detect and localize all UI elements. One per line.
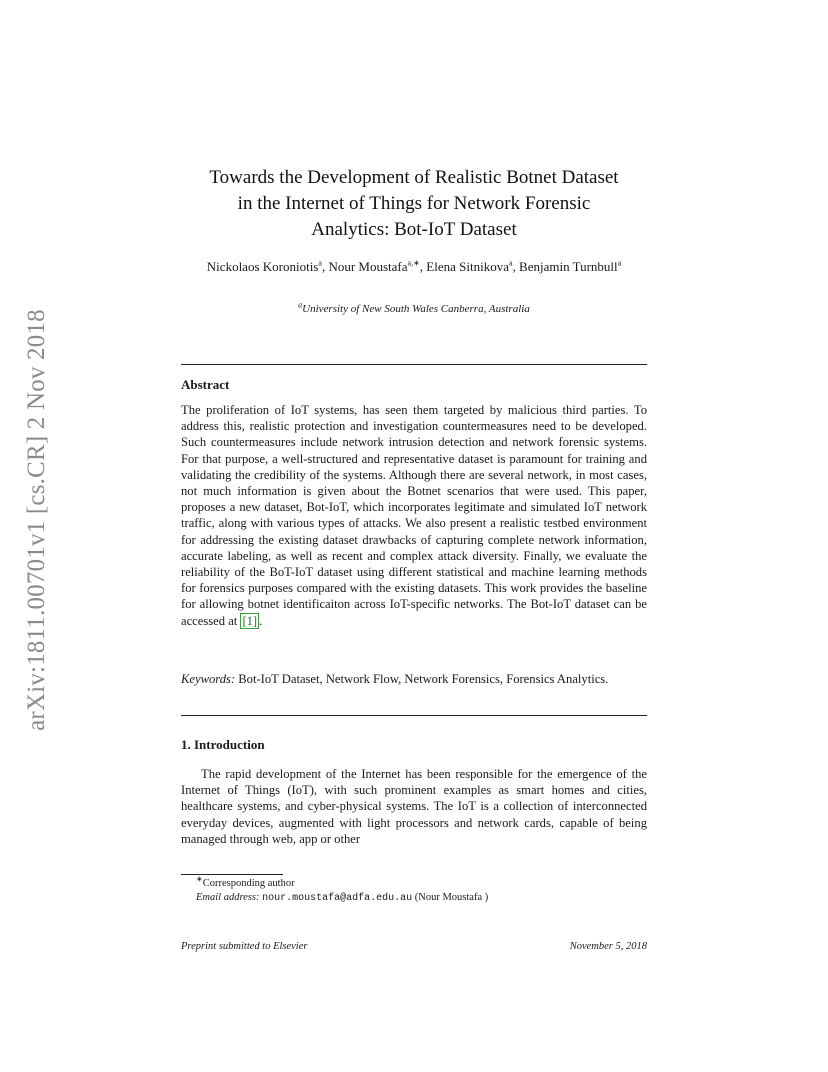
abstract-body [181, 402, 647, 629]
citation-link[interactable]: [1] [242, 613, 258, 628]
email-label: Email address: [196, 891, 260, 903]
abstract-text: The proliferation of IoT systems, has seen them targeted by malicious third parties. To address this, realistic protection and investigation countermeasures need to be developed. Such countermeasures include network intrusion detection and network forensic systems. For that purpose, a well-structured and representative dataset is paramount for training and validating the credibility of the systems. Although there are several network, in most cases, not much information is given about the Botnet scenarios that were used. This paper, proposes a new dataset, Bot-IoT, which incorporates legitimate and simulated IoT network traffic, along with various types of attacks. We also present a realistic testbed environment for addressing the existing dataset drawbacks of capturing complete network information, accurate labeling, as well as recent and complex attack diversity. Finally, we evaluate the reliability of the BoT-IoT dataset using different statistical and machine learning methods for forensics purposes compared with the existing datasets. This work provides the baseline for allowing botnet identificaiton across IoT-specific networks. The Bot-IoT dataset can be accessed at [181, 403, 647, 628]
author-name: Elena Sitnikova [426, 259, 509, 274]
abstract-heading: Abstract [181, 377, 230, 392]
footer-date: November 5, 2018 [569, 941, 647, 952]
footnote [196, 874, 646, 905]
author-affil-mark: a [617, 258, 622, 268]
email-owner: (Nour Moustafa ) [414, 891, 489, 903]
author-affil-mark: a [318, 258, 322, 268]
footnote-email-line [196, 891, 646, 906]
keywords-text: Bot-IoT Dataset, Network Flow, Network Forensics, Forensics Analytics. [238, 672, 609, 686]
arxiv-identifier: arXiv:1811.00701v1 [cs.CR] 2 Nov 2018 [23, 309, 50, 731]
keywords-label: Keywords: [181, 672, 236, 686]
author-name: Nour Moustafa [328, 259, 408, 274]
author-name: Benjamin Turnbull [519, 259, 618, 274]
affiliation-text: University of New South Wales Canberra, Australia [302, 303, 530, 315]
author-list: Nickolaos Koroniotis$^a$, Nour Moustafa$^{a,∗}$, Elena Sitnikova$^a$, Benjamin Turnbull$^a$ [206, 258, 622, 274]
title-line: Analytics: Bot-IoT Dataset [311, 219, 517, 240]
abstract-top-rule [181, 364, 647, 365]
email-address[interactable]: nour.moustafa@adfa.edu.au [262, 892, 413, 904]
abstract-text-end: . [259, 613, 263, 628]
keywords [181, 671, 647, 687]
author-affil-mark: a,∗ [407, 258, 420, 268]
title-line: in the Internet of Things for Network Forensic [237, 193, 591, 214]
title-line: Towards the Development of Realistic Botnet Dataset [209, 167, 619, 188]
footnote-corresponding [196, 874, 646, 891]
affiliation-mark: a [298, 300, 303, 310]
introduction-body: The rapid development of the Internet has been responsible for the emergence of the Internet of Things (IoT), with such prominent examples as smart homes and cities, healthcare systems, and cyber-physical systems. The IoT is a collection of interconnected everyday devices, augmented with light processors and network cards, capable of being managed through web, app or other [181, 767, 647, 846]
footer-preprint: Preprint submitted to Elsevier [181, 941, 308, 952]
affiliation [180, 300, 648, 315]
section-heading: 1. Introduction [181, 737, 265, 752]
abstract-bottom-rule [181, 715, 647, 716]
footnote-mark: ∗ [196, 874, 203, 884]
paper-title [160, 165, 668, 243]
author-affil-mark: a [508, 258, 513, 268]
author-name: Nickolaos Koroniotis [206, 259, 319, 274]
footnote-corresponding-text: Corresponding author [202, 878, 295, 889]
